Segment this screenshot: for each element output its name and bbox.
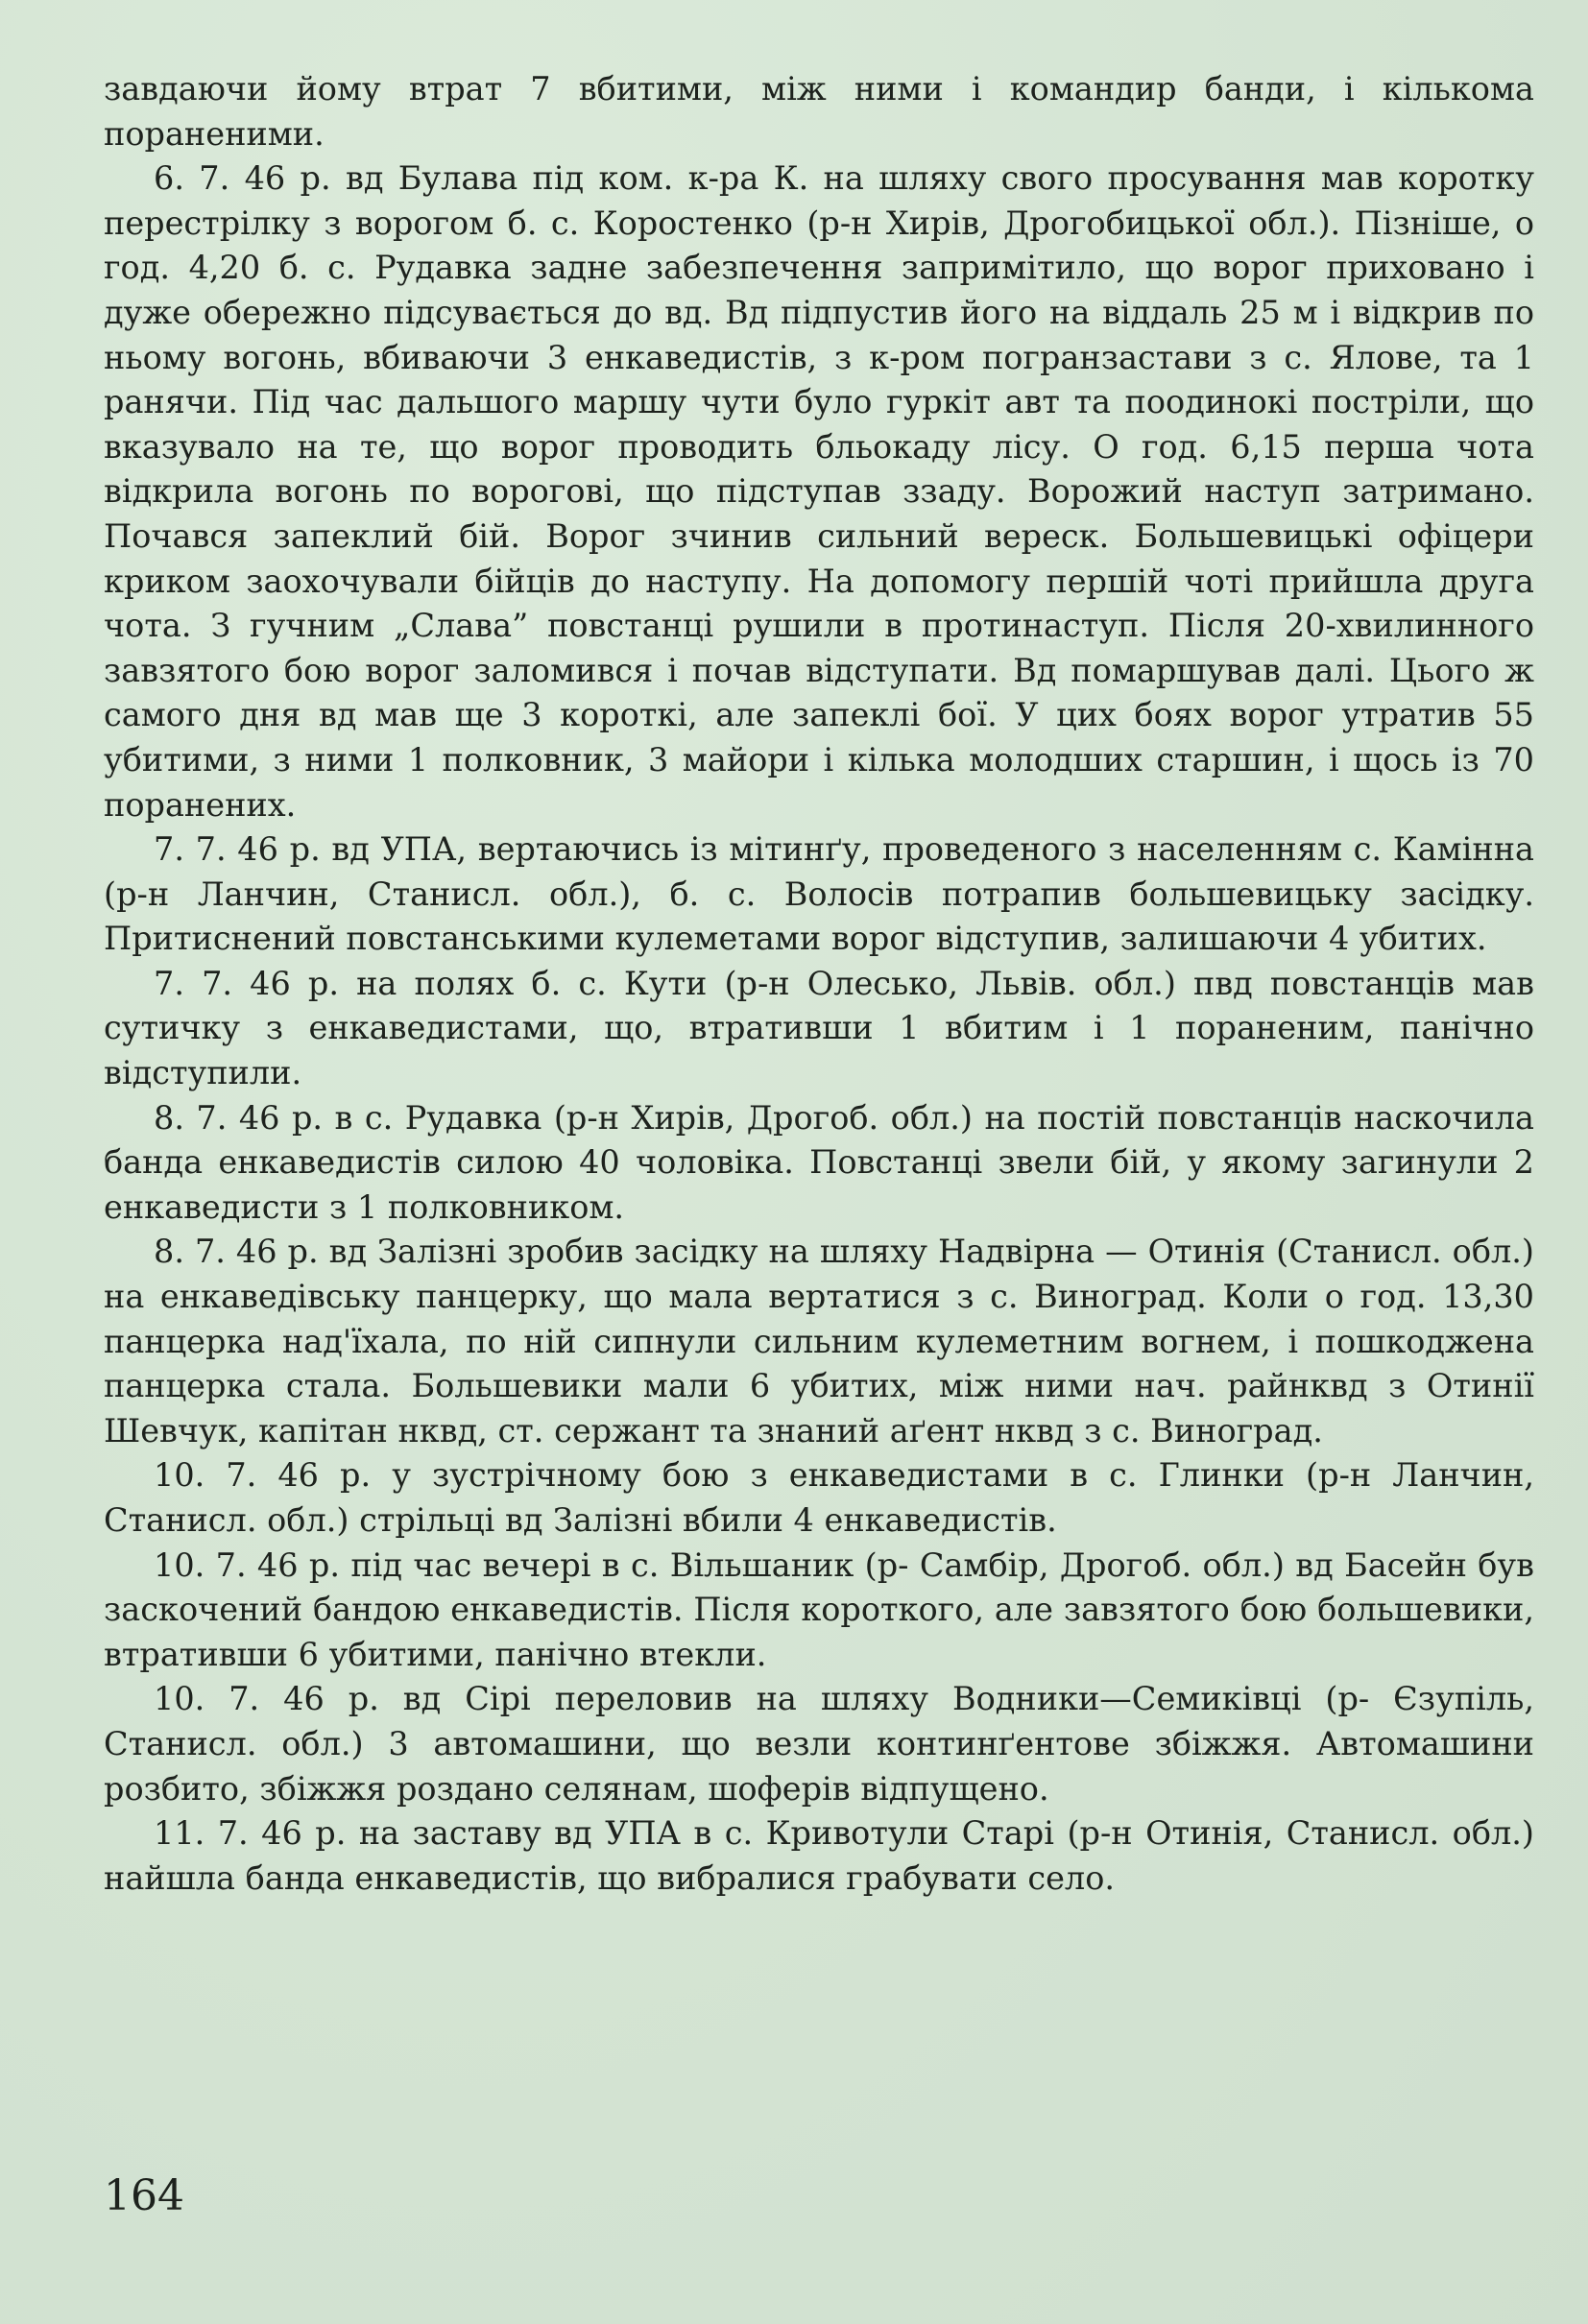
paragraph-entry-10-7-46-c: 10. 7. 46 р. вд Сірі переловив на шляху Водники—Семиківці (р- Єзупіль, Станисл. обл.) 3 автомашини, що везли континґентове збіжжя. Автомашини розбито, збіжжя роздано селянам, шоферів відпущено.: [104, 1680, 1534, 1808]
paragraph-entry-8-7-46-a: 8. 7. 46 р. в с. Рудавка (р-н Хирів, Дрогоб. обл.) на постій повстанців наскочила банда енкаведистів силою 40 чоловіка. Повстанці звели бій, у якому загинули 2 енкаведисти з 1 полковником.: [104, 1098, 1534, 1226]
text-body: [104, 67, 1534, 1901]
paragraph-entry-8-7-46-b: 8. 7. 46 р. вд Залізні зробив засідку на шляху Надвірна — Отинія (Станисл. обл.) на енкаведівську панцерку, що мала вертатися з с. Виноград. Коли о год. 13,30 панцерка над'їхала, по ній сипнули сильним кулеметним вогнем, і пошкоджена панцерка стала. Большевики мали 6 убитих, між ними нач. райнквд з Отинії Шевчук, капітан нквд, ст. сержант та знаний аґент нквд з с. Виноград.: [104, 1233, 1534, 1450]
paragraph-continuation: завдаючи йому втрат 7 вбитими, між ними і командир банди, і кількома пораненими.: [104, 70, 1534, 153]
paragraph-entry-7-7-46-a: 7. 7. 46 р. вд УПА, вертаючись із мітинґу, проведеного з населенням с. Камінна (р-н Ланчин, Станисл. обл.), б. с. Волосів потрапив большевицьку засідку. Притиснений повстанськими кулеметами ворог відступив, залишаючи 4 убитих.: [104, 830, 1534, 958]
paragraph-entry-10-7-46-a: 10. 7. 46 р. у зустрічному бою з енкаведистами в с. Глинки (р-н Ланчин, Станисл. обл.) стрільці вд Залізні вбили 4 енкаведистів.: [104, 1456, 1534, 1539]
paragraph-entry-11-7-46: 11. 7. 46 р. на заставу вд УПА в с. Кривотули Старі (р-н Отинія, Станисл. обл.) найшла банда енкаведистів, що вибралися грабувати село.: [104, 1814, 1534, 1897]
paragraph-entry-10-7-46-b: 10. 7. 46 р. під час вечері в с. Вільшаник (р- Самбір, Дрогоб. обл.) вд Басейн був заскочений бандою енкаведистів. Після короткого, але завзятого бою большевики, втративши 6 убитими, панічно втекли.: [104, 1545, 1534, 1673]
page-number: 164: [104, 2171, 184, 2220]
paragraph-entry-6-7-46: 6. 7. 46 р. вд Булава під ком. к-ра К. на шляху свого просування мав коротку перестрілку з ворогом б. с. Коростенко (р-н Хирів, Дрогобицької обл.). Пізніше, о год. 4,20 б. с. Рудавка задне забезпечення запримітило, що ворог приховано і дуже обережно підсувається до вд. Вд підпустив його на віддаль 25 м і відкрив по ньому вогонь, вбиваючи 3 енкаведистів, з к-ром погранзастави з с. Ялове, та 1 ранячи. Під час дальшого маршу чути було гуркіт авт та поодинокі постріли, що вказувало на те, що ворог проводить бльокаду лісу. О год. 6,15 перша чота відкрила вогонь по ворогові, що підступав ззаду. Ворожий наступ затримано. Почався запеклий бій. Ворог зчинив сильний вереск. Большевицькі офіцери криком заохочували бійців до наступу. На допомогу першій чоті прийшла друга чота. З гучним „Слава” повстанці рушили в протинаступ. Після 20-хвилинного завзятого бою ворог заломився і почав відступати. Вд помаршував далі. Цього ж самого дня вд мав ще 3 короткі, але запеклі бої. У цих боях ворог утратив 55 убитими, з ними 1 полковник, 3 майори і кілька молодших старшин, і щось із 70 поранених.: [104, 159, 1534, 824]
paragraph-entry-7-7-46-b: 7. 7. 46 р. на полях б. с. Кути (р-н Олесько, Львів. обл.) пвд повстанців мав сутичку з енкаведистами, що, втративши 1 вбитим і 1 пораненим, панічно відступили.: [104, 964, 1534, 1092]
